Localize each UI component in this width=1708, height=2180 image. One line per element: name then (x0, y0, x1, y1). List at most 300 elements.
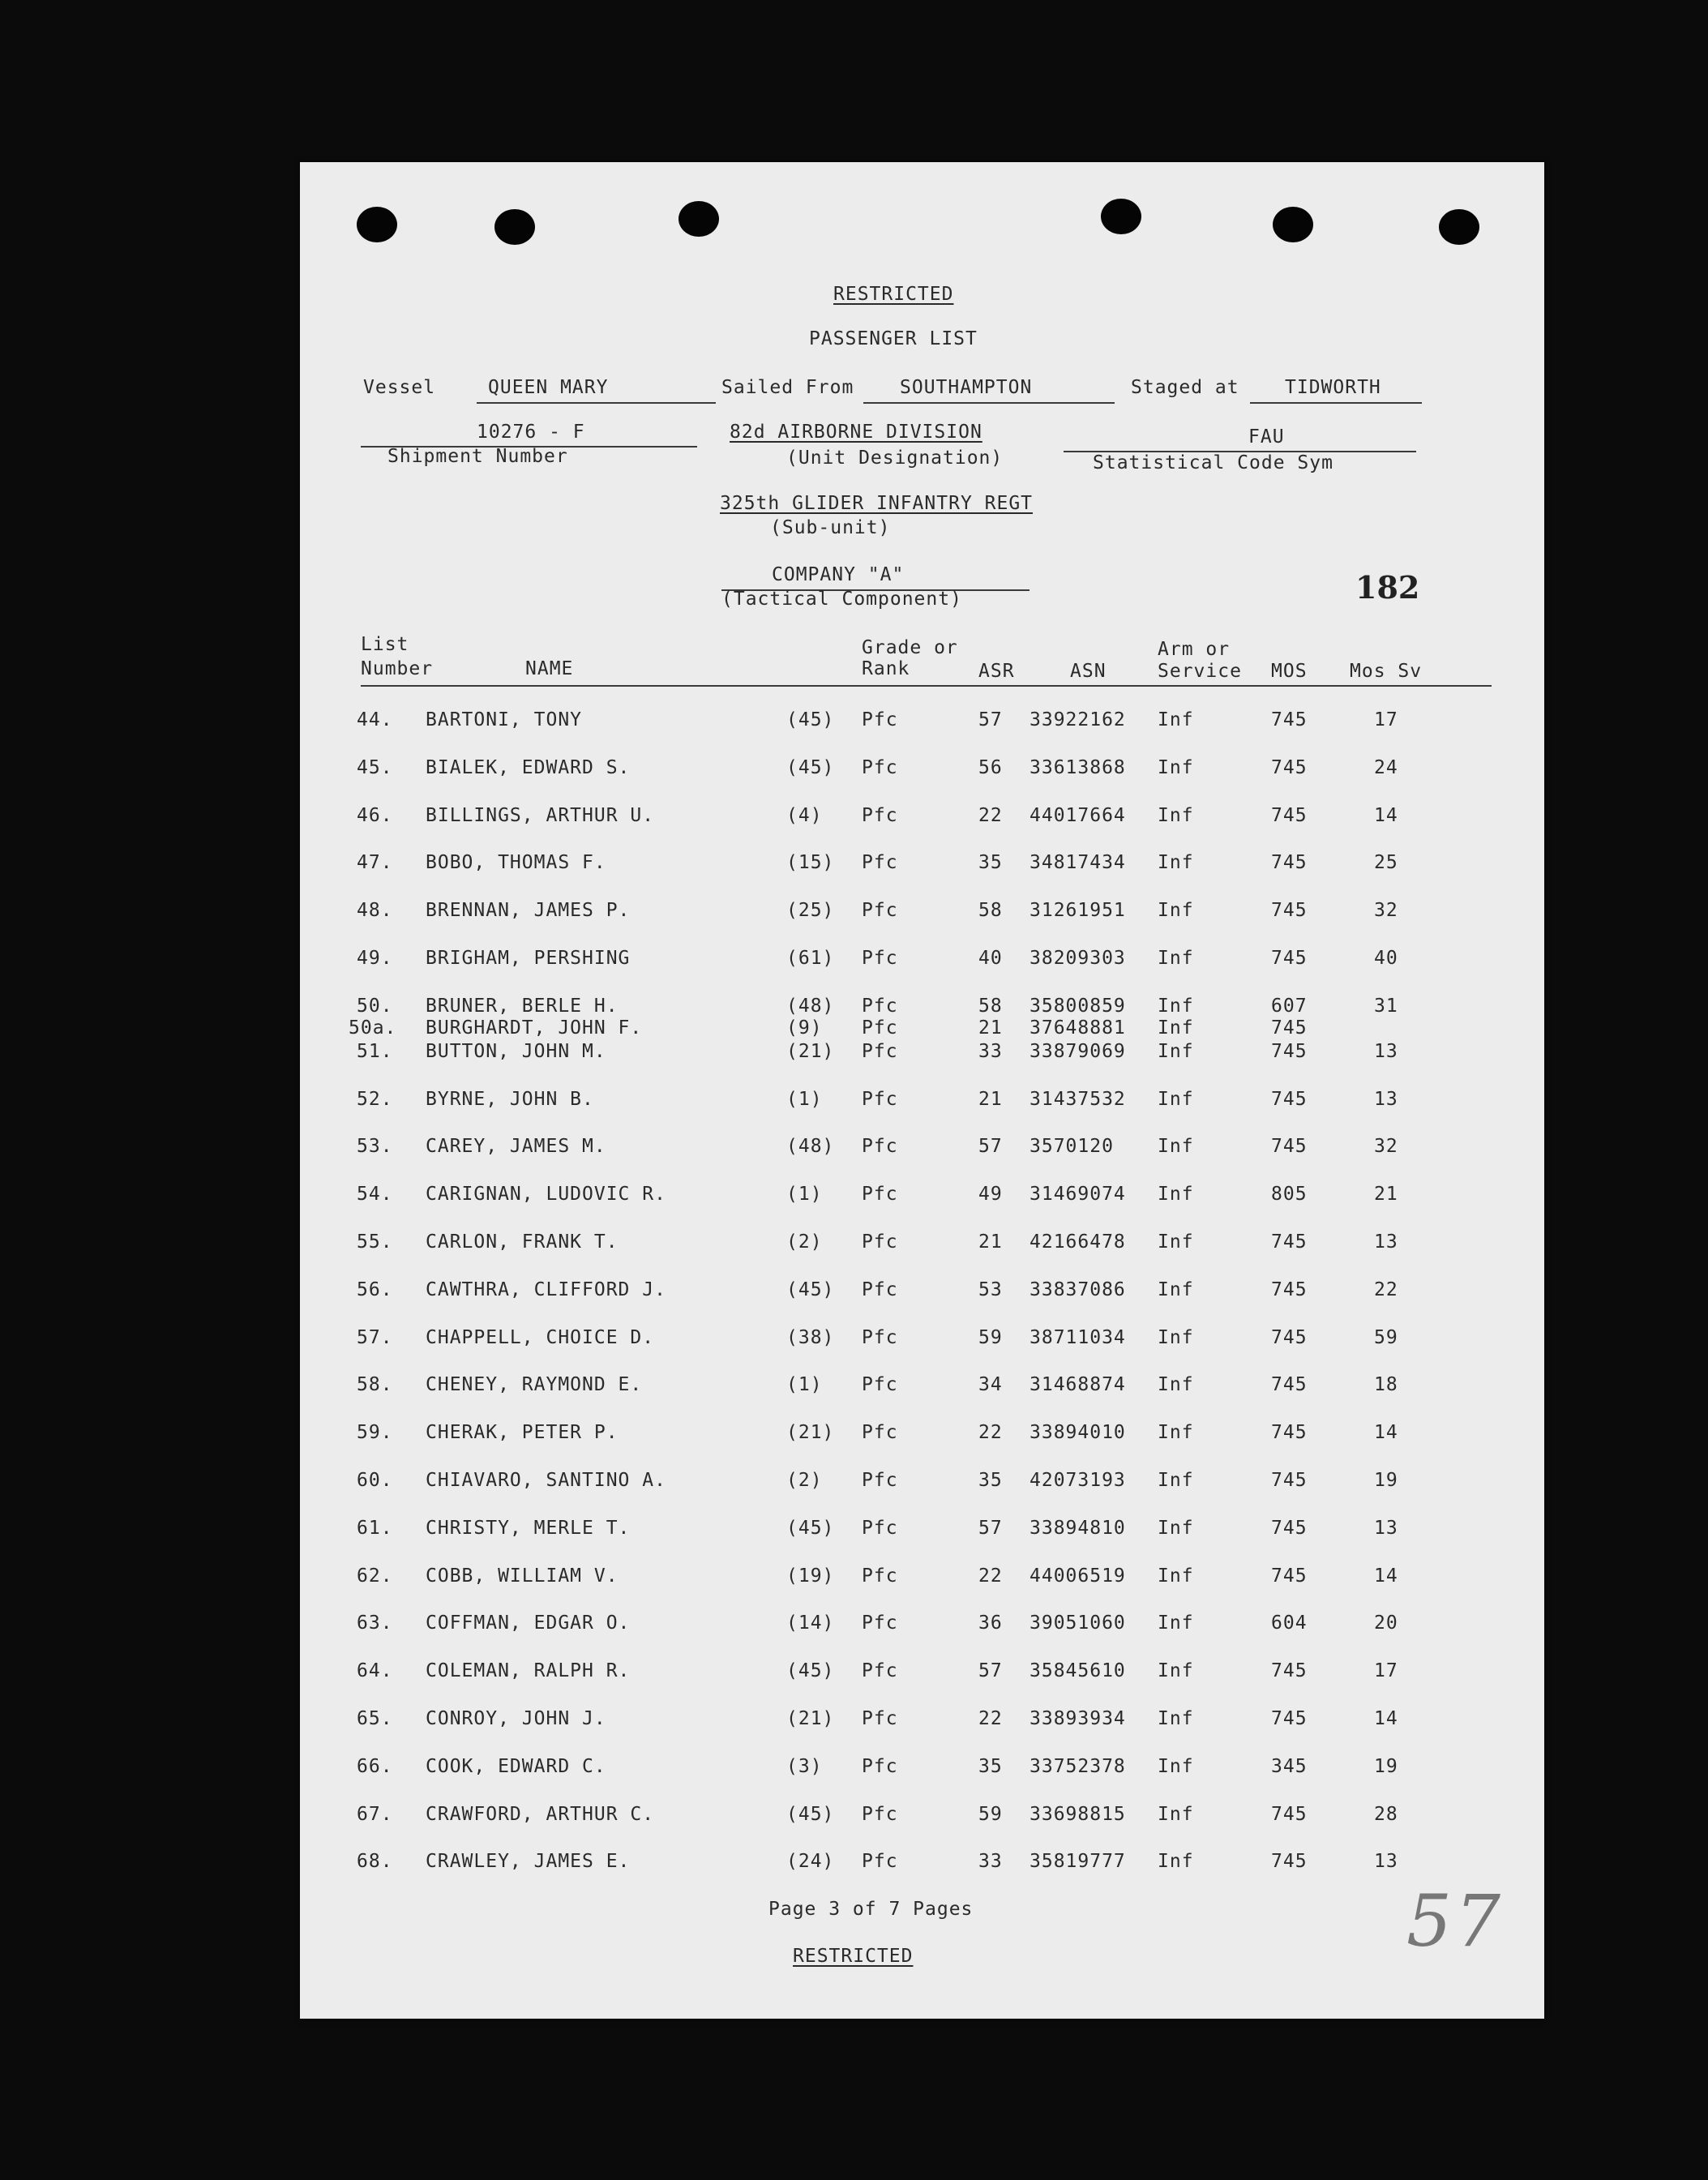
cell-asr: 36 (978, 1613, 1003, 1634)
cell-grade: Pfc (862, 1184, 898, 1206)
table-row (300, 1279, 1544, 1312)
page-indicator: Page 3 of 7 Pages (768, 1899, 974, 1920)
cell-grade: Pfc (862, 1851, 898, 1873)
cell-passenger-name: CONROY, JOHN J. (426, 1708, 606, 1729)
cell-grade: Pfc (862, 1708, 898, 1729)
cell-passenger-name: COOK, EDWARD C. (426, 1755, 606, 1777)
cell-code: (1) (786, 1374, 823, 1396)
cell-asn: 35800859 (1030, 995, 1126, 1017)
cell-mos: 745 (1271, 1517, 1308, 1539)
cell-mos: 745 (1271, 1231, 1308, 1253)
punch-hole (1101, 199, 1141, 234)
cell-code: (45) (786, 756, 835, 778)
cell-asr: 35 (978, 852, 1003, 874)
cell-mos-sv: 13 (1374, 1517, 1398, 1539)
cell-list-number: 60. (357, 1470, 393, 1491)
table-row (300, 1518, 1544, 1550)
cell-list-number: 68. (357, 1851, 393, 1873)
cell-code: (45) (786, 1660, 835, 1682)
cell-arm-service: Inf (1158, 948, 1194, 969)
cell-mos: 345 (1271, 1755, 1308, 1777)
cell-list-number: 46. (357, 804, 393, 826)
cell-asr: 22 (978, 1565, 1003, 1587)
cell-mos-sv: 32 (1374, 1136, 1398, 1158)
cell-mos: 745 (1271, 1278, 1308, 1300)
punch-hole (494, 209, 535, 245)
cell-code: (45) (786, 1278, 835, 1300)
unit-designation: 82d AIRBORNE DIVISION (730, 422, 982, 443)
document-page (300, 162, 1544, 2019)
cell-asn: 38209303 (1030, 948, 1126, 969)
table-row (300, 1804, 1544, 1836)
cell-passenger-name: COFFMAN, EDGAR O. (426, 1613, 631, 1634)
table-row (300, 1136, 1544, 1168)
sub-unit: 325th GLIDER INFANTRY REGT (720, 493, 1034, 514)
cell-arm-service: Inf (1158, 1326, 1194, 1348)
table-row (300, 1184, 1544, 1216)
cell-passenger-name: BURGHARDT, JOHN F. (426, 1017, 643, 1039)
col-list-1: List (361, 634, 409, 655)
cell-list-number: 47. (357, 852, 393, 874)
cell-list-number: 44. (357, 709, 393, 730)
cell-arm-service: Inf (1158, 1755, 1194, 1777)
cell-arm-service: Inf (1158, 1184, 1194, 1206)
vessel-label: Vessel (363, 377, 436, 398)
table-row (300, 1851, 1544, 1883)
cell-asn: 33837086 (1030, 1278, 1126, 1300)
cell-mos-sv: 21 (1374, 1184, 1398, 1206)
cell-mos: 745 (1271, 804, 1308, 826)
cell-passenger-name: CHAPPELL, CHOICE D. (426, 1326, 655, 1348)
column-header-line (361, 685, 1492, 687)
cell-mos-sv: 13 (1374, 1851, 1398, 1873)
cell-mos-sv: 25 (1374, 852, 1398, 874)
cell-mos-sv: 13 (1374, 1231, 1398, 1253)
table-row (300, 1422, 1544, 1454)
cell-mos: 745 (1271, 1040, 1308, 1062)
cell-mos: 745 (1271, 900, 1308, 922)
cell-asn: 33894010 (1030, 1422, 1126, 1444)
cell-code: (38) (786, 1326, 835, 1348)
cell-mos: 604 (1271, 1613, 1308, 1634)
cell-grade: Pfc (862, 756, 898, 778)
cell-code: (1) (786, 1184, 823, 1206)
cell-asn: 42073193 (1030, 1470, 1126, 1491)
tactical-label: (Tactical Component) (721, 589, 962, 610)
punch-hole (1273, 207, 1313, 242)
cell-asn: 39051060 (1030, 1613, 1126, 1634)
cell-passenger-name: CAREY, JAMES M. (426, 1136, 606, 1158)
cell-code: (45) (786, 709, 835, 730)
staged-line (1250, 402, 1422, 404)
cell-arm-service: Inf (1158, 1136, 1194, 1158)
cell-mos: 745 (1271, 1374, 1308, 1396)
cell-asn: 33698815 (1030, 1803, 1126, 1825)
cell-arm-service: Inf (1158, 756, 1194, 778)
cell-mos-sv: 18 (1374, 1374, 1398, 1396)
table-row (300, 1660, 1544, 1693)
page-stamp-number: 182 (1355, 569, 1420, 606)
handwritten-number: 57 (1406, 1879, 1504, 1963)
cell-passenger-name: BILLINGS, ARTHUR U. (426, 804, 655, 826)
col-mos-sv: Mos Sv (1350, 661, 1423, 682)
cell-code: (19) (786, 1565, 835, 1587)
cell-grade: Pfc (862, 1326, 898, 1348)
cell-code: (1) (786, 1088, 823, 1110)
cell-passenger-name: CHIAVARO, SANTINO A. (426, 1470, 666, 1491)
cell-arm-service: Inf (1158, 1040, 1194, 1062)
table-row (300, 757, 1544, 790)
cell-arm-service: Inf (1158, 1851, 1194, 1873)
cell-asn: 31261951 (1030, 900, 1126, 922)
cell-asn: 35845610 (1030, 1660, 1126, 1682)
cell-passenger-name: BRUNER, BERLE H. (426, 995, 619, 1017)
table-row (300, 1231, 1544, 1264)
cell-asr: 21 (978, 1231, 1003, 1253)
cell-mos: 745 (1271, 1017, 1308, 1039)
col-mos: MOS (1271, 661, 1308, 682)
sailed-value: SOUTHAMPTON (900, 377, 1033, 398)
cell-code: (14) (786, 1613, 835, 1634)
cell-asr: 33 (978, 1040, 1003, 1062)
cell-arm-service: Inf (1158, 852, 1194, 874)
cell-asn: 33752378 (1030, 1755, 1126, 1777)
table-row (300, 1565, 1544, 1598)
statistical-code: FAU (1248, 426, 1285, 448)
cell-asr: 57 (978, 709, 1003, 730)
staged-value: TIDWORTH (1285, 377, 1381, 398)
cell-mos-sv: 32 (1374, 900, 1398, 922)
cell-grade: Pfc (862, 804, 898, 826)
punch-hole (357, 207, 397, 242)
cell-list-number: 59. (357, 1422, 393, 1444)
cell-grade: Pfc (862, 1422, 898, 1444)
cell-list-number: 53. (357, 1136, 393, 1158)
cell-passenger-name: BIALEK, EDWARD S. (426, 756, 631, 778)
table-row (300, 1327, 1544, 1360)
cell-list-number: 66. (357, 1755, 393, 1777)
cell-asr: 21 (978, 1088, 1003, 1110)
cell-arm-service: Inf (1158, 1231, 1194, 1253)
cell-passenger-name: COBB, WILLIAM V. (426, 1565, 619, 1587)
cell-list-number: 51. (357, 1040, 393, 1062)
cell-mos-sv: 22 (1374, 1278, 1398, 1300)
cell-mos: 745 (1271, 948, 1308, 969)
cell-passenger-name: BRENNAN, JAMES P. (426, 900, 631, 922)
shipment-number: 10276 - F (477, 422, 585, 443)
cell-mos-sv: 14 (1374, 1565, 1398, 1587)
cell-asr: 34 (978, 1374, 1003, 1396)
cell-arm-service: Inf (1158, 1470, 1194, 1491)
cell-list-number: 58. (357, 1374, 393, 1396)
cell-grade: Pfc (862, 1374, 898, 1396)
cell-code: (4) (786, 804, 823, 826)
cell-list-number: 62. (357, 1565, 393, 1587)
cell-asn: 3570120 (1030, 1136, 1114, 1158)
cell-grade: Pfc (862, 1660, 898, 1682)
cell-list-number: 45. (357, 756, 393, 778)
cell-grade: Pfc (862, 948, 898, 969)
table-row (300, 709, 1544, 742)
cell-arm-service: Inf (1158, 1088, 1194, 1110)
cell-asr: 22 (978, 804, 1003, 826)
cell-list-number: 67. (357, 1803, 393, 1825)
cell-code: (21) (786, 1422, 835, 1444)
cell-grade: Pfc (862, 1517, 898, 1539)
cell-asr: 59 (978, 1326, 1003, 1348)
cell-code: (3) (786, 1755, 823, 1777)
cell-code: (25) (786, 900, 835, 922)
cell-asr: 59 (978, 1803, 1003, 1825)
cell-grade: Pfc (862, 1278, 898, 1300)
restricted-footer: RESTRICTED (793, 1946, 914, 1967)
cell-asn: 33922162 (1030, 709, 1126, 730)
sailed-label: Sailed From (721, 377, 854, 398)
col-asn: ASN (1070, 661, 1107, 682)
cell-asr: 57 (978, 1517, 1003, 1539)
table-row (300, 1374, 1544, 1407)
table-row (300, 1756, 1544, 1788)
cell-mos: 607 (1271, 995, 1308, 1017)
cell-asn: 33613868 (1030, 756, 1126, 778)
col-arm-2: Service (1158, 661, 1242, 682)
cell-list-number: 50a. (349, 1017, 397, 1039)
cell-arm-service: Inf (1158, 1565, 1194, 1587)
cell-list-number: 57. (357, 1326, 393, 1348)
cell-arm-service: Inf (1158, 1660, 1194, 1682)
cell-mos: 745 (1271, 756, 1308, 778)
table-row (300, 900, 1544, 932)
cell-asr: 56 (978, 756, 1003, 778)
cell-arm-service: Inf (1158, 1278, 1194, 1300)
tactical-component: COMPANY "A" (772, 564, 905, 585)
cell-arm-service: Inf (1158, 1422, 1194, 1444)
cell-grade: Pfc (862, 1136, 898, 1158)
cell-code: (2) (786, 1231, 823, 1253)
cell-mos-sv: 13 (1374, 1088, 1398, 1110)
cell-arm-service: Inf (1158, 1017, 1194, 1039)
cell-asr: 33 (978, 1851, 1003, 1873)
cell-mos: 805 (1271, 1184, 1308, 1206)
cell-grade: Pfc (862, 1755, 898, 1777)
cell-list-number: 65. (357, 1708, 393, 1729)
table-row (300, 948, 1544, 980)
cell-list-number: 52. (357, 1088, 393, 1110)
col-arm-1: Arm or (1158, 639, 1231, 660)
cell-grade: Pfc (862, 709, 898, 730)
cell-grade: Pfc (862, 995, 898, 1017)
cell-asr: 35 (978, 1470, 1003, 1491)
cell-passenger-name: CHRISTY, MERLE T. (426, 1517, 631, 1539)
cell-list-number: 61. (357, 1517, 393, 1539)
cell-asr: 35 (978, 1755, 1003, 1777)
cell-code: (48) (786, 995, 835, 1017)
cell-asr: 58 (978, 900, 1003, 922)
col-list-2: Number (361, 658, 434, 679)
cell-passenger-name: CARLON, FRANK T. (426, 1231, 619, 1253)
cell-passenger-name: CRAWFORD, ARTHUR C. (426, 1803, 655, 1825)
page-title: PASSENGER LIST (809, 328, 978, 349)
cell-arm-service: Inf (1158, 1613, 1194, 1634)
cell-arm-service: Inf (1158, 900, 1194, 922)
sailed-line (863, 402, 1115, 404)
cell-mos-sv: 19 (1374, 1470, 1398, 1491)
cell-grade: Pfc (862, 900, 898, 922)
cell-grade: Pfc (862, 1017, 898, 1039)
cell-code: (48) (786, 1136, 835, 1158)
cell-asn: 33879069 (1030, 1040, 1126, 1062)
cell-list-number: 64. (357, 1660, 393, 1682)
cell-asn: 35819777 (1030, 1851, 1126, 1873)
cell-passenger-name: CHERAK, PETER P. (426, 1422, 619, 1444)
cell-mos-sv: 13 (1374, 1040, 1398, 1062)
cell-list-number: 54. (357, 1184, 393, 1206)
cell-arm-service: Inf (1158, 1374, 1194, 1396)
table-row (300, 1613, 1544, 1645)
cell-list-number: 56. (357, 1278, 393, 1300)
cell-list-number: 63. (357, 1613, 393, 1634)
cell-mos: 745 (1271, 1803, 1308, 1825)
cell-grade: Pfc (862, 1803, 898, 1825)
cell-mos: 745 (1271, 1565, 1308, 1587)
cell-mos: 745 (1271, 1422, 1308, 1444)
cell-passenger-name: COLEMAN, RALPH R. (426, 1660, 631, 1682)
cell-asn: 31469074 (1030, 1184, 1126, 1206)
cell-code: (24) (786, 1851, 835, 1873)
cell-code: (21) (786, 1040, 835, 1062)
cell-asn: 37648881 (1030, 1017, 1126, 1039)
cell-mos-sv: 40 (1374, 948, 1398, 969)
cell-mos-sv: 20 (1374, 1613, 1398, 1634)
cell-passenger-name: CARIGNAN, LUDOVIC R. (426, 1184, 666, 1206)
cell-list-number: 49. (357, 948, 393, 969)
cell-code: (61) (786, 948, 835, 969)
cell-mos-sv: 19 (1374, 1755, 1398, 1777)
table-row (300, 1041, 1544, 1073)
vessel-value: QUEEN MARY (488, 377, 609, 398)
restricted-header: RESTRICTED (833, 284, 954, 305)
cell-asn: 44006519 (1030, 1565, 1126, 1587)
col-grade-2: Rank (862, 658, 910, 679)
cell-mos-sv: 14 (1374, 1708, 1398, 1729)
cell-passenger-name: BOBO, THOMAS F. (426, 852, 606, 874)
cell-mos-sv: 59 (1374, 1326, 1398, 1348)
cell-mos: 745 (1271, 1136, 1308, 1158)
cell-asr: 53 (978, 1278, 1003, 1300)
cell-passenger-name: CRAWLEY, JAMES E. (426, 1851, 631, 1873)
cell-list-number: 55. (357, 1231, 393, 1253)
cell-arm-service: Inf (1158, 995, 1194, 1017)
statistical-code-label: Statistical Code Sym (1093, 452, 1333, 473)
cell-passenger-name: BYRNE, JOHN B. (426, 1088, 594, 1110)
cell-mos-sv: 14 (1374, 1422, 1398, 1444)
punch-hole (678, 201, 719, 237)
cell-asn: 31437532 (1030, 1088, 1126, 1110)
cell-asr: 22 (978, 1422, 1003, 1444)
cell-mos-sv: 24 (1374, 756, 1398, 778)
sub-unit-label: (Sub-unit) (770, 517, 891, 538)
cell-mos: 745 (1271, 1326, 1308, 1348)
cell-arm-service: Inf (1158, 1708, 1194, 1729)
cell-arm-service: Inf (1158, 709, 1194, 730)
cell-asn: 33893934 (1030, 1708, 1126, 1729)
cell-code: (21) (786, 1708, 835, 1729)
col-asr: ASR (978, 661, 1015, 682)
cell-code: (45) (786, 1517, 835, 1539)
cell-mos-sv: 31 (1374, 995, 1398, 1017)
cell-code: (2) (786, 1470, 823, 1491)
cell-asn: 34817434 (1030, 852, 1126, 874)
cell-mos-sv: 17 (1374, 1660, 1398, 1682)
cell-grade: Pfc (862, 1565, 898, 1587)
col-grade-1: Grade or (862, 637, 958, 658)
cell-mos-sv: 28 (1374, 1803, 1398, 1825)
vessel-line (477, 402, 716, 404)
cell-asr: 57 (978, 1136, 1003, 1158)
punch-hole (1439, 209, 1479, 245)
cell-grade: Pfc (862, 1613, 898, 1634)
cell-asr: 22 (978, 1708, 1003, 1729)
table-row (300, 1470, 1544, 1502)
table-row (300, 852, 1544, 884)
cell-mos-sv: 14 (1374, 804, 1398, 826)
unit-label: (Unit Designation) (786, 448, 1004, 469)
shipment-label: Shipment Number (387, 446, 568, 467)
cell-asn: 42166478 (1030, 1231, 1126, 1253)
cell-asr: 21 (978, 1017, 1003, 1039)
cell-mos: 745 (1271, 709, 1308, 730)
cell-passenger-name: CAWTHRA, CLIFFORD J. (426, 1278, 666, 1300)
cell-code: (45) (786, 1803, 835, 1825)
cell-passenger-name: BARTONI, TONY (426, 709, 583, 730)
cell-asn: 44017664 (1030, 804, 1126, 826)
cell-asr: 40 (978, 948, 1003, 969)
table-row (300, 1089, 1544, 1121)
cell-mos: 745 (1271, 1660, 1308, 1682)
cell-passenger-name: BUTTON, JOHN M. (426, 1040, 606, 1062)
cell-passenger-name: CHENEY, RAYMOND E. (426, 1374, 643, 1396)
cell-arm-service: Inf (1158, 804, 1194, 826)
table-row (300, 805, 1544, 837)
cell-mos: 745 (1271, 1708, 1308, 1729)
cell-asr: 57 (978, 1660, 1003, 1682)
cell-mos: 745 (1271, 852, 1308, 874)
cell-mos: 745 (1271, 1470, 1308, 1491)
cell-grade: Pfc (862, 852, 898, 874)
cell-grade: Pfc (862, 1088, 898, 1110)
table-row (300, 1708, 1544, 1741)
cell-arm-service: Inf (1158, 1517, 1194, 1539)
cell-list-number: 50. (357, 995, 393, 1017)
cell-asr: 58 (978, 995, 1003, 1017)
cell-code: (9) (786, 1017, 823, 1039)
cell-mos: 745 (1271, 1088, 1308, 1110)
cell-arm-service: Inf (1158, 1803, 1194, 1825)
cell-asn: 31468874 (1030, 1374, 1126, 1396)
cell-list-number: 48. (357, 900, 393, 922)
cell-asr: 49 (978, 1184, 1003, 1206)
cell-code: (15) (786, 852, 835, 874)
cell-passenger-name: BRIGHAM, PERSHING (426, 948, 631, 969)
cell-mos: 745 (1271, 1851, 1308, 1873)
staged-label: Staged at (1131, 377, 1239, 398)
cell-grade: Pfc (862, 1231, 898, 1253)
cell-grade: Pfc (862, 1470, 898, 1491)
cell-grade: Pfc (862, 1040, 898, 1062)
cell-asn: 38711034 (1030, 1326, 1126, 1348)
cell-asn: 33894810 (1030, 1517, 1126, 1539)
cell-mos-sv: 17 (1374, 709, 1398, 730)
